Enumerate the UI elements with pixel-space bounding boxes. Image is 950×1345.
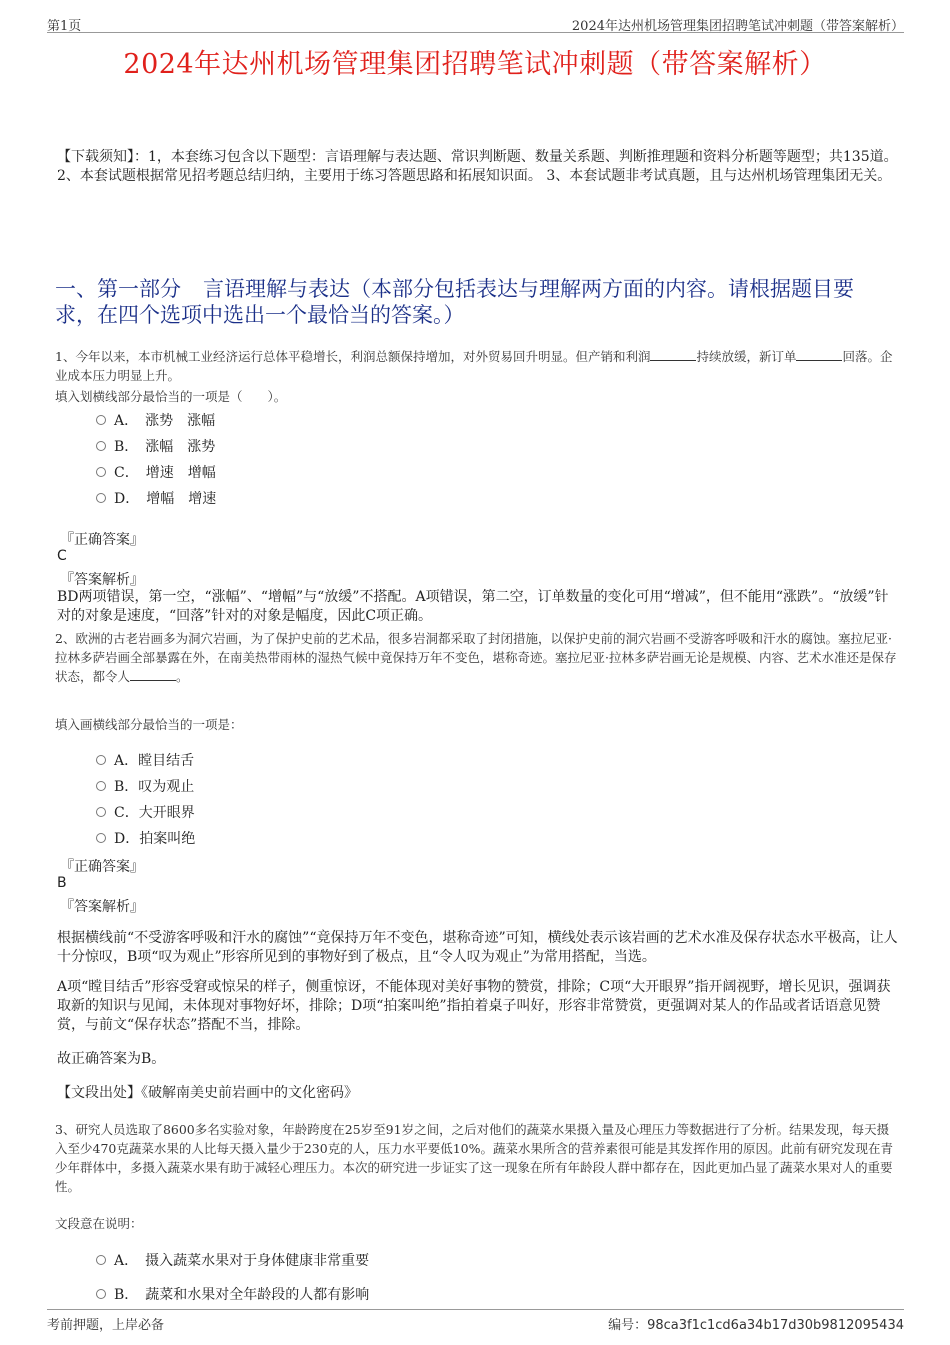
q1-instruction: 填入划横线部分最恰当的一项是（ ）。 <box>55 389 287 404</box>
q2-analysis-1: 根据横线前“不受游客呼吸和汗水的腐蚀”“竟保持万年不变色，堪称奇迹”可知，横线处表示该岩画的艺术水准及保存状态水平极高，让人十分惊叹，B项“叹为观止”形容所见到的事物好到了极点，且“令人叹为观止”为常用搭配，当选。 <box>57 930 898 965</box>
q1-option-d[interactable]: D． 增幅 增速 <box>96 488 216 508</box>
answer-blank <box>130 668 176 681</box>
answer-blank <box>650 348 696 361</box>
footer-code <box>608 1314 904 1333</box>
q1-analysis-label: 『答案解析』 <box>60 572 144 588</box>
q1-analysis: BD两项错误，第一空，“涨幅”、“增幅”与“放缓”不搭配。A项错误，第二空，订单数量的变化可用“增减”，但不能用“涨跌”。“放缓”针对的对象是速度，“回落”针对的对象是幅度，因此C项正确。 <box>57 589 889 624</box>
q2-stem-part-a: 2、欧洲的古老岩画多为洞穴岩画，为了保护史前的艺术品，很多岩洞都采取了封闭措施，以保护史前的洞穴岩画不受游客呼吸和汗水的腐蚀。塞拉尼亚·拉林多萨岩画全部暴露在外，在南美热带雨林的湿热气候中竟保持万年不变色，堪称奇迹。塞拉尼亚·拉林多萨岩画无论是规模、内容、艺术水准还是保存状态，都令人 <box>55 631 897 684</box>
q2-option-c[interactable]: C．大开眼界 <box>96 802 195 822</box>
section-text: 言语理解与表达（本部分包括表达与理解两方面的内容。请根据题目要求，在四个选项中选出一个最恰当的答案。） <box>55 277 854 327</box>
q2-analysis-3: 故正确答案为B。 <box>57 1051 166 1067</box>
q1-stem-part-b: 持续放缓，新订单 <box>696 349 797 364</box>
q2-answer-label: 『正确答案』 <box>60 859 144 875</box>
q1-answer: C <box>57 548 67 564</box>
q1-stem-part-a: 1、今年以来，本市机械工业经济运行总体平稳增长，利润总额保持增加，对外贸易回升明显。但产销和利润 <box>55 349 651 364</box>
q2-analysis-label: 『答案解析』 <box>60 899 144 915</box>
answer-blank <box>796 348 842 361</box>
q1-answer-label: 『正确答案』 <box>60 532 144 548</box>
q2-option-b[interactable]: B．叹为观止 <box>96 776 194 796</box>
radio-icon[interactable] <box>96 833 106 843</box>
radio-icon[interactable] <box>96 781 106 791</box>
download-notice: 【下载须知】：1，本套练习包含以下题型：言语理解与表达题、常识判断题、数量关系题、判断推理题和资料分析题等题型；共135道。 2、本套试题根据常见招考题总结归纳，主要用于练习答题思路和拓展知识面。 3、本套试题非考试真题，且与达州机场管理集团无关。 <box>57 149 898 184</box>
footer-slogan: 考前押题，上岸必备 <box>47 1318 165 1333</box>
radio-icon[interactable] <box>96 807 106 817</box>
radio-icon[interactable] <box>96 467 106 477</box>
q2-answer: B <box>57 875 67 891</box>
page-number: 第1页 <box>47 19 82 34</box>
page-footer <box>47 1309 904 1332</box>
header-doc-title: 2024年达州机场管理集团招聘笔试冲刺题（带答案解析） <box>571 19 904 34</box>
q2-analysis-2: A项“瞠目结舌”形容受窘或惊呆的样子，侧重惊讶，不能体现对美好事物的赞赏，排除；C项“大开眼界”指开阔视野，增长见识，强调获取新的知识与见闻，未体现对事物好坏，排除；D项“拍案叫绝”指拍着桌子叫好，形容非常赞赏，更强调对某人的作品或者话语意见赞赏，与前文“保存状态”搭配不当，排除。 <box>57 979 891 1033</box>
section-heading <box>55 276 895 328</box>
q3-option-a[interactable]: A． 摄入蔬菜水果对于身体健康非常重要 <box>96 1250 369 1270</box>
radio-icon[interactable] <box>96 441 106 451</box>
radio-icon[interactable] <box>96 1289 106 1299</box>
q1-option-c[interactable]: C． 增速 增幅 <box>96 462 216 482</box>
q2-instruction: 填入画横线部分最恰当的一项是： <box>55 717 243 732</box>
question-3-stem: 3、研究人员选取了8600多名实验对象，年龄跨度在25岁至91岁之间，之后对他们的蔬菜水果摄入量及心理压力等数据进行了分析。结果发现，每天摄入至少470克蔬菜水果的人比每天摄入量少于230克的人，压力水平要低10%。蔬菜水果所含的营养素很可能是其发挥作用的原因。此前有研究发现在青少年群体中，多摄入蔬菜水果有助于减轻心理压力。本次的研究进一步证实了这一现象在所有年龄段人群中都存在，因此更加凸显了蔬菜水果对人的重要性。 <box>55 1122 894 1194</box>
q1-stem-part-c: 回落。企业成本压力明显上升。 <box>55 349 893 383</box>
q2-option-a[interactable]: A．瞠目结舌 <box>96 750 194 770</box>
q1-option-a[interactable]: A． 涨势 涨幅 <box>96 410 215 430</box>
q2-source: 【文段出处】《破解南美史前岩画中的文化密码》 <box>57 1085 358 1101</box>
page-header <box>47 12 904 33</box>
q3-option-b[interactable]: B． 蔬菜和水果对全年龄段的人都有影响 <box>96 1284 369 1304</box>
radio-icon[interactable] <box>96 1255 106 1265</box>
radio-icon[interactable] <box>96 493 106 503</box>
q2-option-d[interactable]: D．拍案叫绝 <box>96 828 195 848</box>
radio-icon[interactable] <box>96 415 106 425</box>
document-title: 2024年达州机场管理集团招聘笔试冲刺题（带答案解析） <box>123 49 827 80</box>
question-2-stem <box>55 629 900 686</box>
q2-stem-part-b: 。 <box>176 669 189 684</box>
footer-code-label: 编号： <box>608 1318 648 1333</box>
radio-icon[interactable] <box>96 755 106 765</box>
q3-instruction: 文段意在说明： <box>55 1216 143 1231</box>
section-number: 一、第一部分 <box>55 277 181 301</box>
q1-option-b[interactable]: B． 涨幅 涨势 <box>96 436 215 456</box>
footer-code-value: 98ca3f1c1cd6a34b17d30b9812095434 <box>647 1318 904 1333</box>
question-1-stem <box>55 347 900 385</box>
